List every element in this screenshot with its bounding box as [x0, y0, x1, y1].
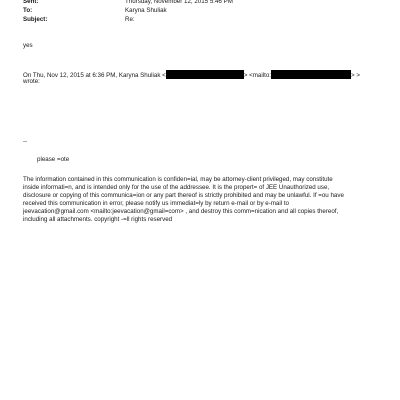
please-note: please =ote [37, 156, 70, 163]
redacted-email-block [166, 70, 244, 79]
to-label: To: [23, 7, 33, 14]
subject-label: Subject: [23, 16, 48, 23]
subject-value: Re: [125, 16, 135, 23]
quote-intro [23, 70, 360, 80]
to-value: Karyna Shuliak [125, 7, 167, 14]
sent-value: Thursday, November 12, 2015 5:46 PM [125, 0, 233, 5]
sent-label: Sent: [23, 0, 39, 5]
confidentiality-disclaimer [23, 176, 373, 224]
disclaimer-line: inside informati=n, and is intended only for the use of the addressee. It is the propert= of JEE Unauthorized use, [23, 184, 330, 191]
reply-text: yes [23, 42, 33, 49]
disclaimer-line: The information contained in this communication is confiden=ial, may be attorney-client privileged, may constitute [23, 176, 333, 183]
quote-intro-part2: > <mailto: [243, 72, 271, 79]
sent-row [23, 0, 233, 6]
disclaimer-line: jeevacation@gmail.com <mailto:jeevacation@gmail=com> , and destroy this comm=nication and all copies thereof, [23, 208, 339, 215]
quote-intro-wrote: wrote: [23, 78, 40, 85]
subject-row [23, 16, 135, 24]
disclaimer-line: including all attachments. copyright -=ll rights reserved [23, 216, 173, 223]
redacted-mailto-block [271, 70, 351, 79]
to-row [23, 7, 167, 15]
quote-intro-part1: On Thu, Nov 12, 2015 at 6:36 PM, Karyna Shuliak < [23, 72, 166, 79]
disclaimer-line: disclosure or copying of this communica=ion or any part thereof is strictly prohibited and may be unlawful. If =ou have [23, 192, 344, 199]
signature-separator: -- [23, 138, 28, 145]
disclaimer-line: received this communication in error, please notify us immediat=ly by return e-mail or by e-mail to [23, 200, 289, 207]
quote-intro-part3: > > [350, 72, 360, 79]
